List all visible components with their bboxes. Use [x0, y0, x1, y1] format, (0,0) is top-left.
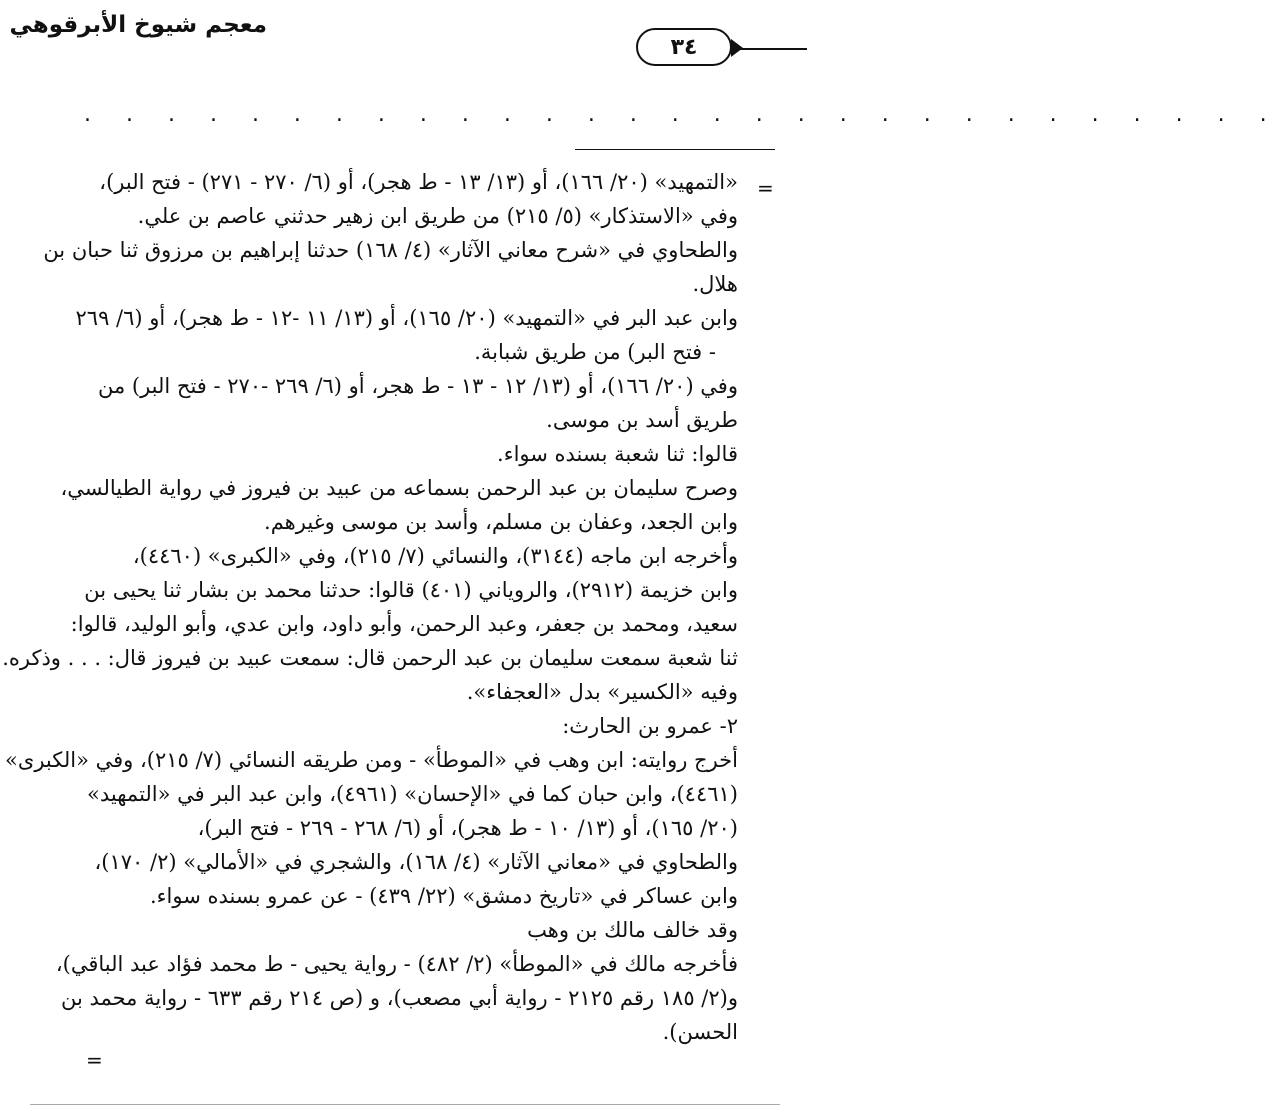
footnote-line: (٢٠/ ١٦٥)، أو (١٣/ ١٠ - ط هجر)، أو (٦/ ٢٦٨ - ٢٦٩ - فتح البر)، [197, 816, 738, 840]
page-bottom-rule [30, 1104, 780, 1105]
header-rule [735, 48, 807, 50]
footnote-separator-rule [575, 149, 775, 150]
main-text-dots: . . . . . . . . . . . . . . . . . . . . . . . . . . . . . [84, 102, 1281, 127]
page-number-badge: ٣٤ [636, 28, 732, 66]
footnote-line: وابن خزيمة (٢٩١٢)، والروياني (٤٠١) قالوا: حدثنا محمد بن بشار ثنا يحيى بن [84, 578, 738, 602]
footnote-line: وابن عبد البر في «التمهيد» (٢٠/ ١٦٥)، أو (١٣/ ١١ -١٢ - ط هجر)، أو (٦/ ٢٦٩ [75, 306, 738, 330]
footnote-line: الحسن). [662, 1020, 738, 1044]
continuation-mark-bottom: = [86, 1048, 103, 1072]
footnote-line: هلال. [692, 272, 738, 296]
footnote-line: والطحاوي في «شرح معاني الآثار» (٤/ ١٦٨) حدثنا إبراهيم بن مرزوق ثنا حبان بن [43, 238, 738, 262]
footnote-line: وقد خالف مالك بن وهب [527, 918, 738, 942]
footnote-line: وصرح سليمان بن عبد الرحمن بسماعه من عبيد بن فيروز في رواية الطيالسي، [60, 476, 738, 500]
footnote-line: وفي (٢٠/ ١٦٦)، أو (١٣/ ١٢ - ١٣ - ط هجر، أو (٦/ ٢٦٩ -٢٧٠ - فتح البر) من [97, 374, 738, 398]
footnote-line: ٢- عمرو بن الحارث: [562, 714, 738, 738]
footnote-line: وفيه «الكسير» بدل «العجفاء». [466, 680, 738, 704]
footnote-line: قالوا: ثنا شعبة بسنده سواء. [497, 442, 738, 466]
footnote-line: «التمهيد» (٢٠/ ١٦٦)، أو (١٣/ ١٣ - ط هجر)، أو (٦/ ٢٧٠ - ٢٧١) - فتح البر)، [99, 170, 738, 194]
footnote-line: وفي «الاستذكار» (٥/ ٢١٥) من طريق ابن زهير حدثني عاصم بن علي. [137, 204, 738, 228]
footnote-line: - فتح البر) من طريق شبابة. [474, 340, 716, 364]
footnote-text [2, 165, 738, 1049]
footnote-line: فأخرجه مالك في «الموطأ» (٢/ ٤٨٢) - رواية يحيى - ط محمد فؤاد عبد الباقي)، [55, 952, 738, 976]
footnote-line: طريق أسد بن موسى. [546, 408, 738, 432]
continuation-mark-top: = [757, 176, 774, 200]
footnote-line: سعيد، ومحمد بن جعفر، وعبد الرحمن، وأبو داود، وابن عدي، وأبو الوليد، قالوا: [70, 612, 738, 636]
page-badge-arrow-icon [731, 39, 743, 57]
footnote-line: وابن عساكر في «تاريخ دمشق» (٢٢/ ٤٣٩) - عن عمرو بسنده سواء. [149, 884, 738, 908]
footnote-line: ثنا شعبة سمعت سليمان بن عبد الرحمن قال: سمعت عبيد بن فيروز قال: . . . وذكره. [2, 646, 738, 670]
footnote-line: أخرج روايته: ابن وهب في «الموطأ» - ومن طريقه النسائي (٧/ ٢١٥)، وفي «الكبرى» [5, 748, 738, 772]
footnote-line: و(٢/ ١٨٥ رقم ٢١٢٥ - رواية أبي مصعب)، و (ص ٢١٤ رقم ٦٣٣ - رواية محمد بن [60, 986, 738, 1010]
footnote-line: وابن الجعد، وعفان بن مسلم، وأسد بن موسى وغيرهم. [264, 510, 738, 534]
footnote-line: وأخرجه ابن ماجه (٣١٤٤)، والنسائي (٧/ ٢١٥)، وفي «الكبرى» (٤٤٦٠)، [132, 544, 738, 568]
running-header-title: معجم شيوخ الأبرقوهي [9, 12, 267, 38]
footnote-line: (٤٤٦١)، وابن حبان كما في «الإحسان» (٤٩٦١)، وابن عبد البر في «التمهيد» [87, 782, 738, 806]
footnote-line: والطحاوي في «معاني الآثار» (٤/ ١٦٨)، والشجري في «الأمالي» (٢/ ١٧٠)، [94, 850, 738, 874]
